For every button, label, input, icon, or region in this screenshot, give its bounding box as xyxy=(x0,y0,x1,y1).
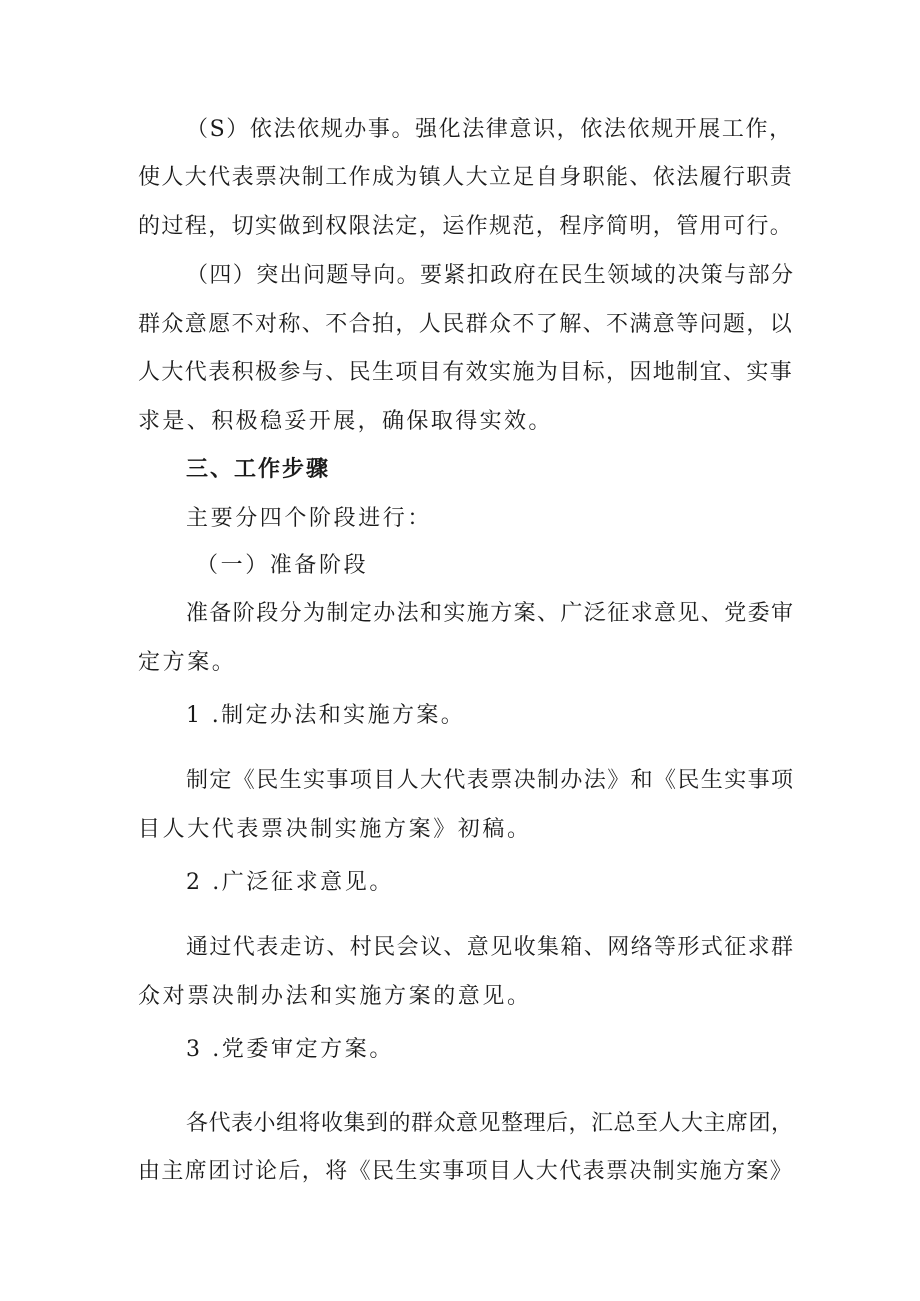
paragraph-line: （S）依法依规办事。强化法律意识，依法依规开展工作， xyxy=(186,117,793,142)
paragraph-line: 主要分四个阶段进行： xyxy=(186,506,433,531)
paragraph-line: （四）突出问题导向。要紧扣政府在民生领域的决策与部分 xyxy=(186,263,795,288)
subsection-heading: （一）准备阶段 xyxy=(196,553,369,578)
section-heading: 三、工作步骤 xyxy=(186,457,331,482)
paragraph-line: 的过程，切实做到权限法定，运作规范，程序简明，管用可行。 xyxy=(138,214,794,239)
paragraph-line: 求是、积极稳妥开展，确保取得实效。 xyxy=(138,409,553,434)
paragraph-line: 定方案。 xyxy=(138,650,237,675)
paragraph-line: 众对票决制办法和实施方案的意见。 xyxy=(138,984,532,1009)
paragraph-line: 通过代表走访、村民会议、意见收集箱、网络等形式征求群 xyxy=(186,935,795,960)
numbered-item: 2 .广泛征求意见。 xyxy=(186,870,394,895)
paragraph-line: 群众意愿不对称、不合拍，人民群众不了解、不满意等问题，以 xyxy=(138,312,794,337)
paragraph-line: 准备阶段分为制定办法和实施方案、广泛征求意见、党委审 xyxy=(186,601,795,626)
paragraph-line: 人大代表积极参与、民生项目有效实施为目标，因地制宜、实事 xyxy=(138,360,794,385)
paragraph-line: 使人大代表票决制工作成为镇人大立足自身职能、依法履行职责 xyxy=(138,165,794,190)
paragraph-line: 制定《民生实事项目人大代表票决制办法》和《民生实事项 xyxy=(186,768,795,793)
numbered-item: 1 .制定办法和实施方案。 xyxy=(186,703,466,728)
paragraph-line: 由主席团讨论后，将《民生实事项目人大代表票决制实施方案》 xyxy=(138,1159,794,1184)
numbered-item: 3 .党委审定方案。 xyxy=(186,1037,394,1062)
paragraph-line: 各代表小组将收集到的群众意见整理后，汇总至人大主席团， xyxy=(186,1111,794,1136)
paragraph-line: 目人大代表票决制实施方案》初稿。 xyxy=(138,817,532,842)
